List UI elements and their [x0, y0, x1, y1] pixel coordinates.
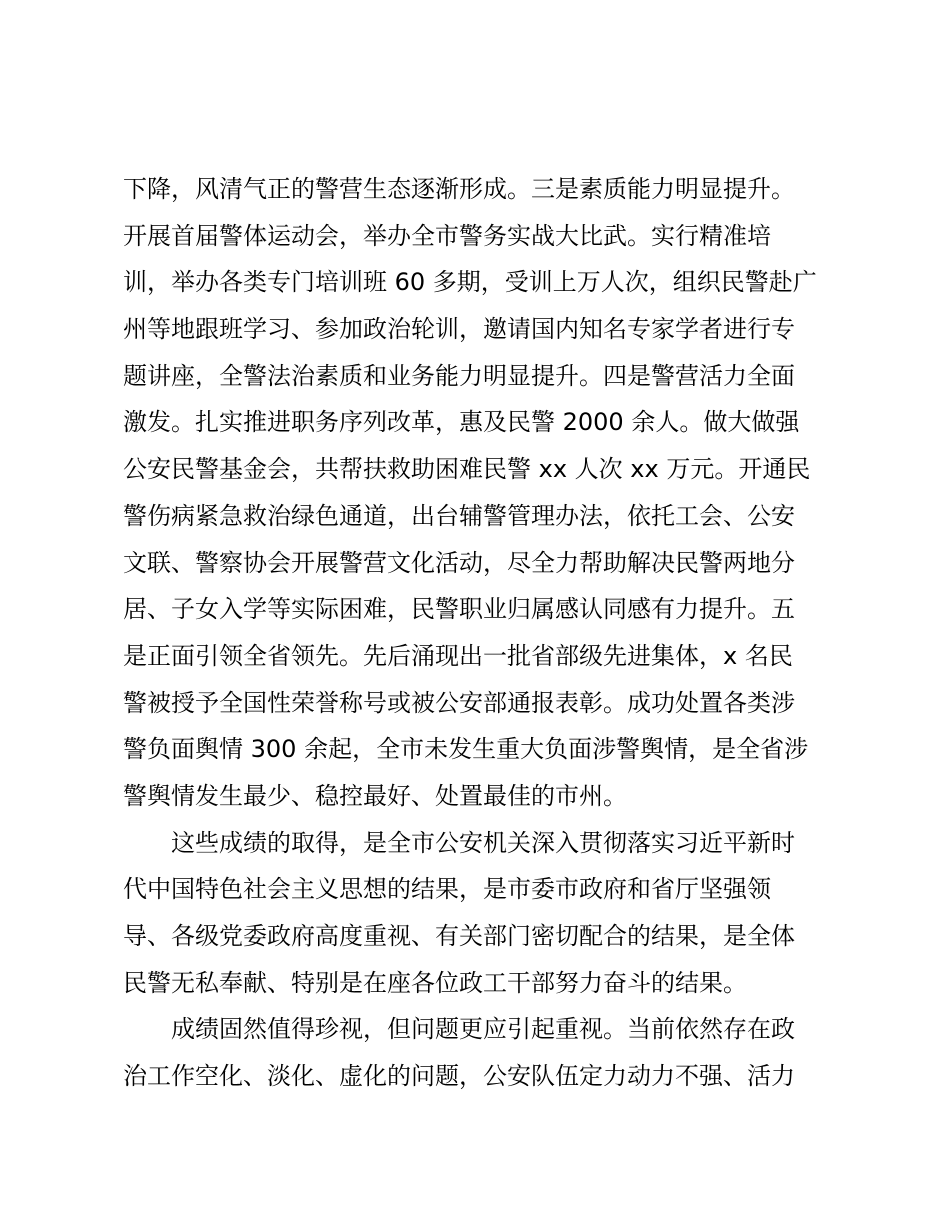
- text-line: 警负面舆情 300 余起，全市未发生重大负面涉警舆情，是全省涉: [123, 735, 809, 764]
- text-line: 是正面引领全省领先。先后涌现出一批省部级先进集体，x 名民: [123, 641, 793, 670]
- text-line: 州等地跟班学习、参加政治轮训，邀请国内知名专家学者进行专: [123, 315, 795, 344]
- text-line: 题讲座，全警法治素质和业务能力明显提升。四是警营活力全面: [123, 361, 795, 390]
- text-line: 激发。扎实推进职务序列改革，惠及民警 2000 余人。做大做强: [123, 408, 800, 437]
- text-line: 民警无私奉献、特别是在座各位政工干部努力奋斗的结果。: [123, 968, 747, 997]
- text-line: 下降，风清气正的警营生态逐渐形成。三是素质能力明显提升。: [123, 175, 795, 203]
- text-line: 训，举办各类专门培训班 60 多期，受训上万人次，组织民警赴广: [123, 268, 817, 297]
- body-text: [123, 166, 843, 1100]
- text-line: 开展首届警体运动会，举办全市警务实战大比武。实行精准培: [123, 221, 771, 250]
- text-line: 代中国特色社会主义思想的结果，是市委市政府和省厅坚强领: [123, 875, 771, 904]
- text-line: 居、子女入学等实际困难，民警职业归属感认同感有力提升。五: [123, 595, 795, 624]
- paragraph-start-line: 这些成绩的取得，是全市公安机关深入贯彻落实习近平新时: [171, 828, 795, 857]
- text-line: 警伤病紧急救治绿色通道，出台辅警管理办法，依托工会、公安: [123, 501, 795, 530]
- text-line: 公安民警基金会，共帮扶救助困难民警 xx 人次 xx 万元。开通民: [123, 455, 811, 484]
- text-line: 警舆情发生最少、稳控最好、处置最佳的市州。: [123, 781, 627, 810]
- text-line: 治工作空化、淡化、虚化的问题，公安队伍定力动力不强、活力: [123, 1062, 795, 1091]
- text-line: 警被授予全国性荣誉称号或被公安部通报表彰。成功处置各类涉: [123, 688, 795, 717]
- paragraph-start-line: 成绩固然值得珍视，但问题更应引起重视。当前依然存在政: [171, 1015, 795, 1044]
- text-line: 导、各级党委政府高度重视、有关部门密切配合的结果，是全体: [123, 922, 795, 950]
- text-line: 文联、警察协会开展警营文化活动，尽全力帮助解决民警两地分: [123, 548, 795, 577]
